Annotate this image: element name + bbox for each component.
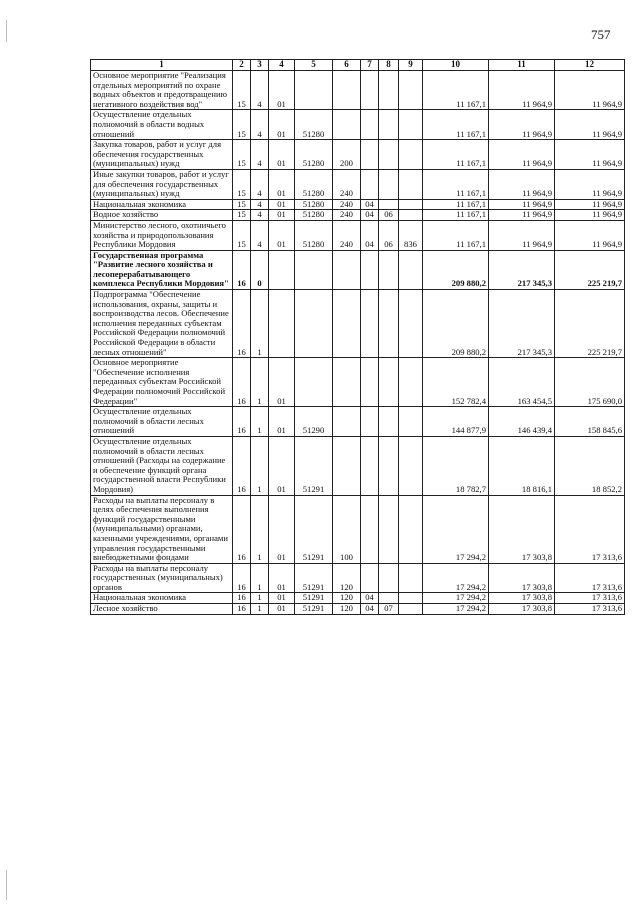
cell-col-7 — [361, 110, 379, 140]
cell-col-5 — [295, 71, 333, 110]
column-header: 4 — [269, 60, 295, 71]
cell-col-4 — [269, 290, 295, 358]
cell-col-7 — [361, 169, 379, 199]
cell-col-12: 225 219,7 — [555, 290, 625, 358]
cell-col-4: 01 — [269, 71, 295, 110]
row-name-cell: Национальная экономика — [91, 199, 233, 210]
cell-col-8 — [379, 290, 399, 358]
column-header: 10 — [423, 60, 489, 71]
table-row — [91, 169, 625, 199]
cell-col-10: 144 877,9 — [423, 407, 489, 437]
cell-col-4: 01 — [269, 140, 295, 170]
cell-col-8 — [379, 199, 399, 210]
cell-col-10: 17 294,2 — [423, 604, 489, 615]
cell-col-3: 0 — [251, 250, 269, 289]
cell-col-6: 240 — [333, 169, 361, 199]
scan-margin-line — [6, 20, 7, 42]
cell-col-8: 07 — [379, 604, 399, 615]
column-header: 2 — [233, 60, 251, 71]
cell-col-6: 120 — [333, 593, 361, 604]
cell-col-8 — [379, 407, 399, 437]
cell-col-12: 17 313,6 — [555, 593, 625, 604]
cell-col-5 — [295, 290, 333, 358]
cell-col-9 — [399, 71, 423, 110]
row-name-cell: Осуществление отдельных полномочий в области водных отношений — [91, 110, 233, 140]
cell-col-5 — [295, 250, 333, 289]
cell-col-7 — [361, 358, 379, 407]
cell-col-8: 06 — [379, 210, 399, 221]
table-row — [91, 220, 625, 250]
table-row — [91, 290, 625, 358]
cell-col-3: 4 — [251, 140, 269, 170]
row-name-cell: Водное хозяйство — [91, 210, 233, 221]
cell-col-5: 51291 — [295, 563, 333, 593]
cell-col-5: 51291 — [295, 436, 333, 495]
cell-col-8 — [379, 593, 399, 604]
cell-col-3: 4 — [251, 220, 269, 250]
cell-col-4: 01 — [269, 169, 295, 199]
cell-col-5: 51291 — [295, 495, 333, 563]
table-body — [91, 71, 625, 615]
row-name-cell: Лесное хозяйство — [91, 604, 233, 615]
row-name-cell: Государственная программа "Развитие лесного хозяйства и лесоперерабатывающего комплекса Республики Мордовия" — [91, 250, 233, 289]
column-header: 1 — [91, 60, 233, 71]
cell-col-2: 15 — [233, 140, 251, 170]
cell-col-4: 01 — [269, 199, 295, 210]
column-header: 12 — [555, 60, 625, 71]
cell-col-9 — [399, 140, 423, 170]
cell-col-6: 240 — [333, 220, 361, 250]
cell-col-12: 158 845,6 — [555, 407, 625, 437]
cell-col-11: 11 964,9 — [489, 169, 555, 199]
cell-col-11: 11 964,9 — [489, 210, 555, 221]
cell-col-5: 51280 — [295, 220, 333, 250]
cell-col-12: 18 852,2 — [555, 436, 625, 495]
cell-col-6 — [333, 436, 361, 495]
cell-col-7 — [361, 71, 379, 110]
row-name-cell: Расходы на выплаты персоналу в целях обеспечения выполнения функций государственными (муниципальными) органами, казенными учреждениями, органами управления государственными внебюджетными фондами — [91, 495, 233, 563]
cell-col-3: 1 — [251, 593, 269, 604]
cell-col-7 — [361, 140, 379, 170]
cell-col-10: 17 294,2 — [423, 495, 489, 563]
table-row — [91, 495, 625, 563]
cell-col-11: 11 964,9 — [489, 220, 555, 250]
cell-col-10: 17 294,2 — [423, 593, 489, 604]
cell-col-11: 163 454,5 — [489, 358, 555, 407]
cell-col-6 — [333, 110, 361, 140]
cell-col-11: 11 964,9 — [489, 110, 555, 140]
cell-col-5: 51280 — [295, 199, 333, 210]
cell-col-9 — [399, 358, 423, 407]
cell-col-8 — [379, 71, 399, 110]
cell-col-6: 120 — [333, 604, 361, 615]
cell-col-8 — [379, 169, 399, 199]
cell-col-6 — [333, 358, 361, 407]
cell-col-9 — [399, 604, 423, 615]
cell-col-12: 17 313,6 — [555, 604, 625, 615]
cell-col-3: 1 — [251, 407, 269, 437]
budget-table — [90, 59, 625, 615]
table-row — [91, 593, 625, 604]
cell-col-4: 01 — [269, 407, 295, 437]
cell-col-9 — [399, 407, 423, 437]
cell-col-6: 120 — [333, 563, 361, 593]
table-row — [91, 604, 625, 615]
cell-col-2: 16 — [233, 407, 251, 437]
cell-col-5: 51280 — [295, 140, 333, 170]
cell-col-10: 11 167,1 — [423, 140, 489, 170]
cell-col-4 — [269, 250, 295, 289]
cell-col-7 — [361, 407, 379, 437]
cell-col-4: 01 — [269, 220, 295, 250]
row-name-cell: Иные закупки товаров, работ и услуг для обеспечения государственных (муниципальных) нужд — [91, 169, 233, 199]
cell-col-5: 51280 — [295, 169, 333, 199]
cell-col-8: 06 — [379, 220, 399, 250]
cell-col-6 — [333, 250, 361, 289]
cell-col-6 — [333, 71, 361, 110]
table-row — [91, 358, 625, 407]
cell-col-10: 11 167,1 — [423, 71, 489, 110]
cell-col-3: 1 — [251, 358, 269, 407]
cell-col-2: 16 — [233, 290, 251, 358]
column-header: 11 — [489, 60, 555, 71]
cell-col-8 — [379, 250, 399, 289]
cell-col-3: 4 — [251, 169, 269, 199]
cell-col-7 — [361, 495, 379, 563]
cell-col-5: 51291 — [295, 604, 333, 615]
table-row — [91, 110, 625, 140]
cell-col-10: 11 167,1 — [423, 169, 489, 199]
cell-col-9 — [399, 495, 423, 563]
cell-col-4: 01 — [269, 593, 295, 604]
row-name-cell: Подпрограмма "Обеспечение использования, охраны, защиты и воспроизводства лесов. Обеспечение исполнения переданных субъектам Российской Федерации полномочий Российской Федерации в области лесных отношений" — [91, 290, 233, 358]
cell-col-7 — [361, 290, 379, 358]
cell-col-3: 4 — [251, 210, 269, 221]
cell-col-12: 11 964,9 — [555, 71, 625, 110]
cell-col-2: 15 — [233, 220, 251, 250]
cell-col-6 — [333, 407, 361, 437]
cell-col-11: 17 303,8 — [489, 563, 555, 593]
cell-col-3: 4 — [251, 199, 269, 210]
cell-col-7 — [361, 563, 379, 593]
cell-col-4: 01 — [269, 563, 295, 593]
cell-col-9 — [399, 250, 423, 289]
cell-col-3: 1 — [251, 290, 269, 358]
cell-col-10: 209 880,2 — [423, 250, 489, 289]
cell-col-7: 04 — [361, 210, 379, 221]
cell-col-2: 16 — [233, 250, 251, 289]
cell-col-7: 04 — [361, 199, 379, 210]
cell-col-9 — [399, 436, 423, 495]
cell-col-9 — [399, 169, 423, 199]
cell-col-12: 11 964,9 — [555, 220, 625, 250]
cell-col-9: 836 — [399, 220, 423, 250]
cell-col-11: 11 964,9 — [489, 71, 555, 110]
cell-col-10: 17 294,2 — [423, 563, 489, 593]
cell-col-3: 1 — [251, 495, 269, 563]
cell-col-7 — [361, 436, 379, 495]
cell-col-11: 217 345,3 — [489, 290, 555, 358]
table-row — [91, 250, 625, 289]
cell-col-10: 18 782,7 — [423, 436, 489, 495]
cell-col-5: 51290 — [295, 407, 333, 437]
cell-col-4: 01 — [269, 110, 295, 140]
row-name-cell: Министерство лесного, охотничьего хозяйства и природопользования Республики Мордовия — [91, 220, 233, 250]
cell-col-9 — [399, 593, 423, 604]
table-row — [91, 199, 625, 210]
row-name-cell: Основное мероприятие "Обеспечение исполнения переданных субъектам Российской Федерации полномочий Российской Федерации" — [91, 358, 233, 407]
cell-col-2: 16 — [233, 593, 251, 604]
cell-col-6: 100 — [333, 495, 361, 563]
page-number: 757 — [591, 27, 611, 42]
cell-col-12: 11 964,9 — [555, 140, 625, 170]
cell-col-8 — [379, 110, 399, 140]
cell-col-8 — [379, 563, 399, 593]
cell-col-6: 240 — [333, 210, 361, 221]
cell-col-8 — [379, 140, 399, 170]
cell-col-5: 51280 — [295, 210, 333, 221]
cell-col-12: 17 313,6 — [555, 495, 625, 563]
cell-col-6: 240 — [333, 199, 361, 210]
cell-col-7: 04 — [361, 220, 379, 250]
cell-col-2: 15 — [233, 110, 251, 140]
cell-col-12: 175 690,0 — [555, 358, 625, 407]
cell-col-9 — [399, 210, 423, 221]
cell-col-2: 16 — [233, 563, 251, 593]
header-row — [91, 60, 625, 71]
cell-col-8 — [379, 358, 399, 407]
scan-margin-line — [6, 870, 7, 900]
cell-col-12: 11 964,9 — [555, 210, 625, 221]
cell-col-4: 01 — [269, 358, 295, 407]
table-row — [91, 436, 625, 495]
cell-col-12: 11 964,9 — [555, 169, 625, 199]
cell-col-10: 152 782,4 — [423, 358, 489, 407]
cell-col-10: 11 167,1 — [423, 199, 489, 210]
column-header: 8 — [379, 60, 399, 71]
column-header: 7 — [361, 60, 379, 71]
cell-col-3: 4 — [251, 110, 269, 140]
column-header: 5 — [295, 60, 333, 71]
cell-col-9 — [399, 563, 423, 593]
cell-col-11: 17 303,8 — [489, 604, 555, 615]
column-header: 6 — [333, 60, 361, 71]
cell-col-7: 04 — [361, 604, 379, 615]
cell-col-2: 15 — [233, 199, 251, 210]
row-name-cell: Осуществление отдельных полномочий в области лесных отношений — [91, 407, 233, 437]
cell-col-7: 04 — [361, 593, 379, 604]
cell-col-2: 16 — [233, 358, 251, 407]
row-name-cell: Национальная экономика — [91, 593, 233, 604]
row-name-cell: Основное мероприятие "Реализация отдельных мероприятий по охране водных объектов и предотвращению негативного воздействия вод" — [91, 71, 233, 110]
cell-col-10: 11 167,1 — [423, 220, 489, 250]
cell-col-9 — [399, 110, 423, 140]
cell-col-11: 11 964,9 — [489, 140, 555, 170]
cell-col-11: 11 964,9 — [489, 199, 555, 210]
cell-col-6: 200 — [333, 140, 361, 170]
cell-col-2: 16 — [233, 436, 251, 495]
table-row — [91, 407, 625, 437]
table-row — [91, 210, 625, 221]
cell-col-2: 15 — [233, 169, 251, 199]
cell-col-5 — [295, 358, 333, 407]
row-name-cell: Расходы на выплаты персоналу государственных (муниципальных) органов — [91, 563, 233, 593]
cell-col-8 — [379, 495, 399, 563]
cell-col-12: 11 964,9 — [555, 199, 625, 210]
row-name-cell: Закупка товаров, работ и услуг для обеспечения государственных (муниципальных) нужд — [91, 140, 233, 170]
cell-col-11: 17 303,8 — [489, 593, 555, 604]
cell-col-4: 01 — [269, 495, 295, 563]
cell-col-3: 1 — [251, 436, 269, 495]
cell-col-10: 11 167,1 — [423, 210, 489, 221]
cell-col-12: 17 313,6 — [555, 563, 625, 593]
cell-col-11: 17 303,8 — [489, 495, 555, 563]
cell-col-2: 16 — [233, 495, 251, 563]
cell-col-4: 01 — [269, 604, 295, 615]
cell-col-6 — [333, 290, 361, 358]
cell-col-9 — [399, 199, 423, 210]
cell-col-11: 18 816,1 — [489, 436, 555, 495]
table-row — [91, 140, 625, 170]
cell-col-3: 1 — [251, 563, 269, 593]
column-header: 3 — [251, 60, 269, 71]
cell-col-3: 1 — [251, 604, 269, 615]
cell-col-4: 01 — [269, 210, 295, 221]
column-header: 9 — [399, 60, 423, 71]
cell-col-5: 51291 — [295, 593, 333, 604]
cell-col-4: 01 — [269, 436, 295, 495]
cell-col-10: 11 167,1 — [423, 110, 489, 140]
cell-col-2: 15 — [233, 71, 251, 110]
cell-col-11: 217 345,3 — [489, 250, 555, 289]
cell-col-10: 209 880,2 — [423, 290, 489, 358]
cell-col-7 — [361, 250, 379, 289]
cell-col-2: 15 — [233, 210, 251, 221]
cell-col-11: 146 439,4 — [489, 407, 555, 437]
table-row — [91, 563, 625, 593]
cell-col-5: 51280 — [295, 110, 333, 140]
cell-col-8 — [379, 436, 399, 495]
cell-col-9 — [399, 290, 423, 358]
cell-col-3: 4 — [251, 71, 269, 110]
cell-col-2: 16 — [233, 604, 251, 615]
row-name-cell: Осуществление отдельных полномочий в области лесных отношений (Расходы на содержание и обеспечение функций органа государственной власти Республики Мордовия) — [91, 436, 233, 495]
cell-col-12: 225 219,7 — [555, 250, 625, 289]
table-row — [91, 71, 625, 110]
cell-col-12: 11 964,9 — [555, 110, 625, 140]
